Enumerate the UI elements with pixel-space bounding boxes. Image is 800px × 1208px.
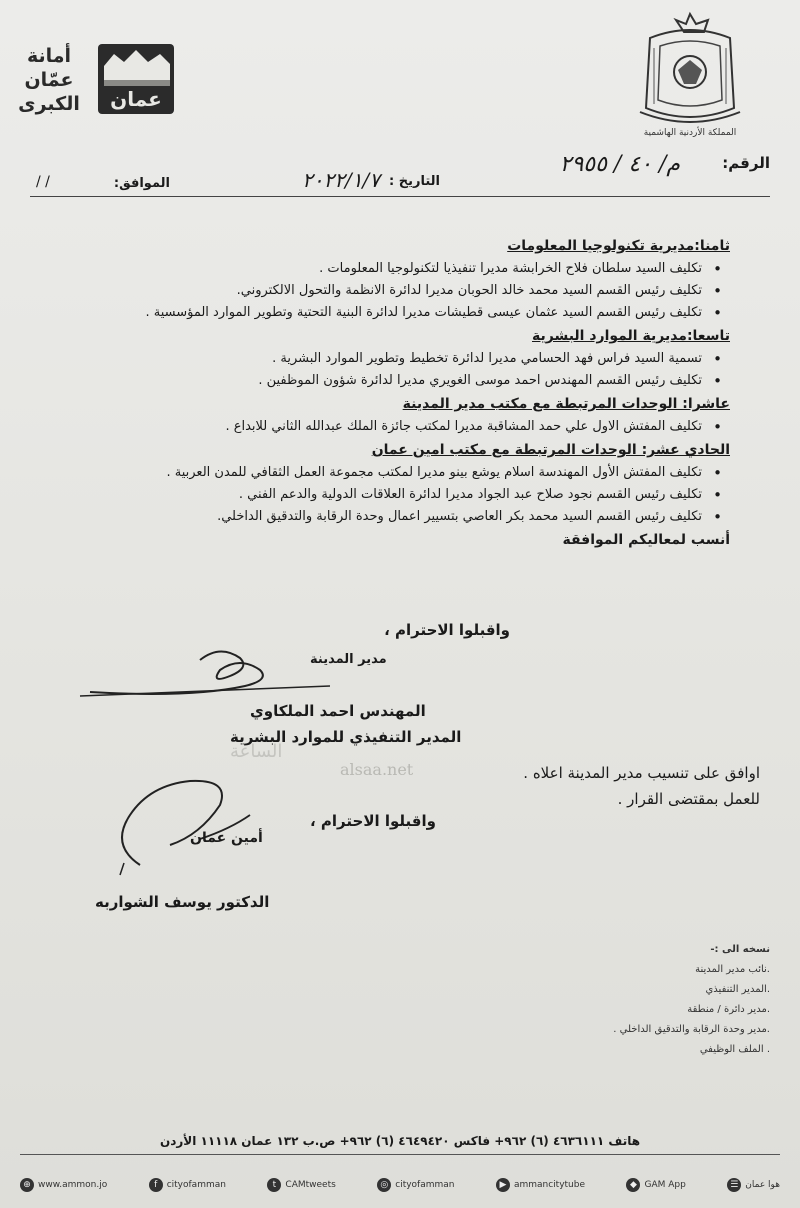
ref-number: م/ ٤٠ / ٢٩٥٥ — [559, 152, 680, 177]
list-item: • تكليف المفتش الاول علي حمد المشاقبة مديرا لمكتب جائزة الملك عبدالله الثاني للابداع . — [30, 416, 702, 438]
agree-label: الموافق: — [113, 176, 170, 191]
royal-crest-icon — [620, 8, 760, 136]
social-youtube[interactable] — [496, 1178, 585, 1192]
list-item: • تسمية السيد فراس فهد الحسامي مديرا لدائرة تخطيط وتطوير الموارد البشرية . — [30, 348, 702, 370]
youtube-icon: ▶ — [496, 1178, 510, 1192]
date-label: التاريخ : — [389, 174, 440, 189]
section-11-list — [30, 462, 730, 528]
social-label: www.ammon.jo — [38, 1180, 108, 1190]
cc-list — [600, 940, 770, 1060]
hawa-amman-icon: ☰ — [727, 1178, 741, 1192]
social-label: CAMtweets — [285, 1180, 336, 1190]
list-item: • تكليف رئيس القسم السيد محمد خالد الحوبان مديرا لدائرة الانظمة والتحول الالكتروني. — [30, 280, 702, 302]
agree-value: / / — [36, 174, 50, 190]
section-8-list — [30, 258, 730, 324]
respect-line-1 — [280, 620, 510, 639]
watermark: alsaa.net — [340, 760, 414, 779]
list-item: • تكليف رئيس القسم المهندس احمد موسى الغويري مديرا لدائرة شؤون الموظفين . — [30, 370, 702, 392]
ref-label: الرقم: — [722, 154, 770, 172]
social-hawa-amman[interactable] — [727, 1178, 780, 1192]
reference-row — [30, 150, 770, 200]
social-twitter[interactable] — [267, 1178, 335, 1192]
web-icon: ⊕ — [20, 1178, 34, 1192]
section-10-list — [30, 416, 730, 438]
list-item: • تكليف رئيس القسم السيد عثمان عيسى قطيشات مديرا لدائرة البنية التحتية وتطوير الموارد المؤسسية . — [30, 302, 702, 324]
social-label: هوا عمان — [745, 1180, 780, 1190]
section-10-title: عاشرا: الوحدات المرتبطة مع مكتب مدير المدينة — [402, 396, 730, 412]
cc-item: .المدير التنفيذي — [705, 984, 770, 995]
mayor-signature-icon — [70, 640, 350, 710]
social-instagram[interactable] — [377, 1178, 454, 1192]
kingdom-label: المملكة الأردنية الهاشمية — [643, 128, 737, 138]
watermark-arabic: الساعة — [230, 741, 283, 762]
facebook-icon: f — [149, 1178, 163, 1192]
date-value: ٢٠٢٢/١/٧ — [302, 168, 380, 192]
contact-line: هاتف ٤٦٣٦١١١ (٦) ٩٦٢+ فاكس ٤٦٤٩٤٢٠ (٦) ٩٦٢+ ص.ب ١٣٢ عمان ١١١١٨ الأردن — [20, 1134, 780, 1155]
social-label: cityofamman — [166, 1180, 226, 1190]
engineer-name: المهندس احمد الملكاوي — [250, 702, 426, 720]
approve-line-1: اوافق على تنسيب مدير المدينة اعلاه . — [523, 764, 760, 782]
recommend-line: أنسب لمعاليكم الموافقة — [562, 532, 730, 548]
svg-text:عمان: عمان — [110, 87, 162, 111]
cc-item: . الملف الوظيفي — [699, 1044, 770, 1055]
document-body — [30, 238, 730, 548]
approve-line-2: للعمل بمقتضى القرار . — [617, 790, 760, 808]
mayor-title: مدير المدينة — [310, 652, 387, 667]
cc-item: .مدير دائرة / منطقة — [687, 1004, 770, 1015]
approval-text — [460, 760, 760, 812]
gam-logo-icon — [94, 40, 178, 118]
social-label: ammancitytube — [513, 1180, 586, 1190]
gam-logo-text — [8, 44, 90, 116]
respect-line-2: واقبلوا الاحترام ، — [310, 812, 436, 830]
list-item: • تكليف المفتش الأول المهندسة اسلام يوشع بينو مديرا لمكتب مجموعة العمل الثقافي للمدن العربية . — [30, 462, 702, 484]
cc-item: .مدير وحدة الرقابة والتدقيق الداخلي . — [613, 1024, 770, 1035]
social-bar — [20, 1178, 780, 1192]
social-label: GAM App — [644, 1180, 686, 1190]
app-icon: ◆ — [626, 1178, 640, 1192]
twitter-icon: t — [267, 1178, 281, 1192]
social-app[interactable] — [626, 1178, 685, 1192]
list-item: • تكليف رئيس القسم نجود صلاح عبد الجواد مديرا لدائرة العلاقات الدولية والدعم الفني . — [30, 484, 702, 506]
section-9-list — [30, 348, 730, 392]
social-web[interactable] — [20, 1178, 107, 1192]
logo-line3: الكبرى — [18, 93, 80, 115]
respect-text-1: واقبلوا الاحترام ، — [384, 621, 510, 639]
list-item: • تكليف السيد سلطان فلاح الخرابشة مديرا تنفيذيا لتكنولوجيا المعلومات . — [30, 258, 702, 280]
cc-title: نسخه الى :- — [710, 944, 770, 955]
logo-line2: عمّان — [24, 69, 74, 91]
amin-title: أمين عمان — [190, 830, 263, 846]
section-8-title: ثامنا:مديرية تكنولوجيا المعلومات — [507, 238, 730, 254]
exec-hr-title: المدير التنفيذي للموارد البشرية — [230, 728, 462, 746]
social-facebook[interactable] — [149, 1178, 226, 1192]
logo-line1: أمانة — [26, 45, 72, 67]
cc-item: .نائب مدير المدينة — [695, 964, 770, 975]
section-9-title: تاسعا:مديرية الموارد البشرية — [532, 328, 730, 344]
list-item: • تكليف رئيس القسم السيد محمد بكر العاصي بتسيير اعمال وحدة الرقابة والتدقيق الداخلي. — [30, 506, 702, 528]
section-11-title: الحادي عشر: الوحدات المرتبطة مع مكتب امين عمان — [371, 442, 730, 458]
instagram-icon: ◎ — [377, 1178, 391, 1192]
social-label: cityofamman — [395, 1180, 455, 1190]
doctor-name: الدكتور يوسف الشواربه — [95, 893, 270, 911]
header-divider — [30, 196, 770, 197]
